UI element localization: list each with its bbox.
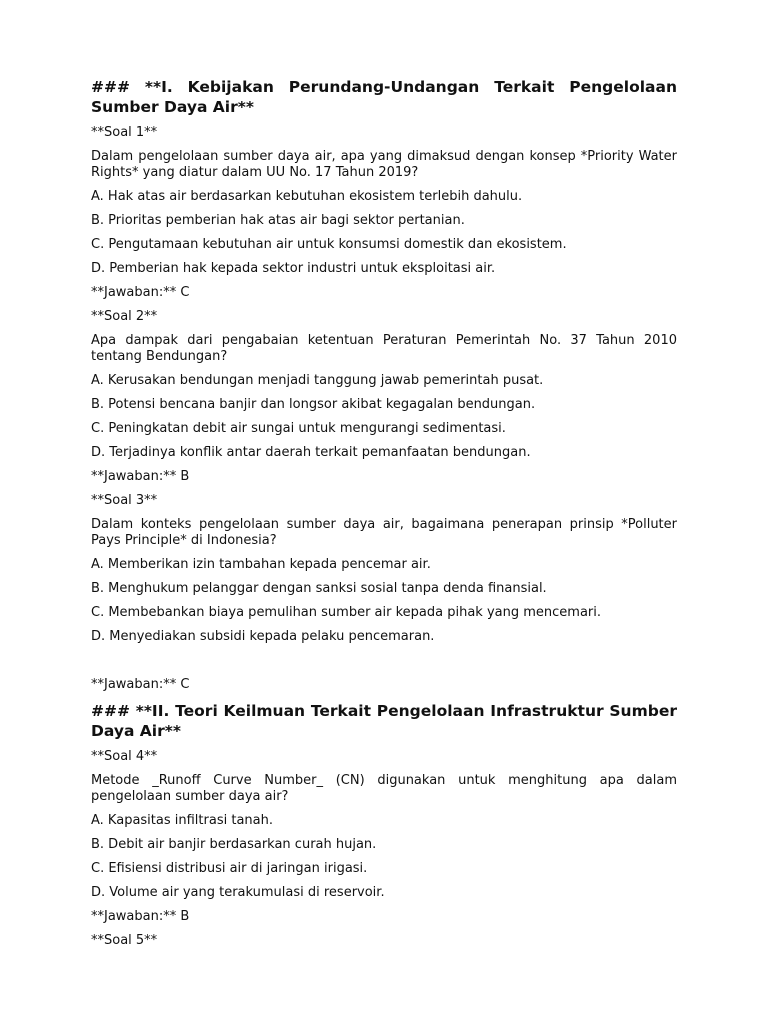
answer-option: B. Prioritas pemberian hak atas air bagi sektor pertanian. xyxy=(91,213,465,228)
blank-line xyxy=(91,653,677,677)
answer-option: A. Kapasitas infiltrasi tanah. xyxy=(91,813,273,828)
answer-option: D. Menyediakan subsidi kepada pelaku pencemaran. xyxy=(91,629,435,644)
answer-key: **Jawaban:** C xyxy=(91,285,190,300)
question-text: Metode _Runoff Curve Number_ (CN) digunakan untuk menghitung apa dalam pengelolaan sumber daya air? xyxy=(91,773,677,804)
answer-option: C. Efisiensi distribusi air di jaringan irigasi. xyxy=(91,861,368,876)
section-heading: ### **II. Teori Keilmuan Terkait Pengelolaan Infrastruktur Sumber Daya Air** xyxy=(91,702,677,740)
question-label: **Soal 2** xyxy=(91,309,158,324)
answer-option: B. Menghukum pelanggar dengan sanksi sosial tanpa denda finansial. xyxy=(91,581,547,596)
answer-option: D. Terjadinya konflik antar daerah terkait pemanfaatan bendungan. xyxy=(91,445,531,460)
section-heading: ### **I. Kebijakan Perundang-Undangan Terkait Pengelolaan Sumber Daya Air** xyxy=(91,78,677,116)
question-text: Dalam konteks pengelolaan sumber daya air, bagaimana penerapan prinsip *Polluter Pays Principle* di Indonesia? xyxy=(91,517,677,548)
question-label: **Soal 4** xyxy=(91,749,158,764)
answer-key: **Jawaban:** C xyxy=(91,677,190,692)
answer-option: B. Potensi bencana banjir dan longsor akibat kegagalan bendungan. xyxy=(91,397,536,412)
answer-option: C. Peningkatan debit air sungai untuk mengurangi sedimentasi. xyxy=(91,421,506,436)
answer-option: C. Pengutamaan kebutuhan air untuk konsumsi domestik dan ekosistem. xyxy=(91,237,567,252)
answer-key: **Jawaban:** B xyxy=(91,469,190,484)
answer-key: **Jawaban:** B xyxy=(91,909,190,924)
answer-option: D. Volume air yang terakumulasi di reservoir. xyxy=(91,885,385,900)
answer-option: A. Memberikan izin tambahan kepada pencemar air. xyxy=(91,557,431,572)
answer-option: C. Membebankan biaya pemulihan sumber air kepada pihak yang mencemari. xyxy=(91,605,602,620)
question-label: **Soal 3** xyxy=(91,493,158,508)
question-text: Apa dampak dari pengabaian ketentuan Peraturan Pemerintah No. 37 Tahun 2010 tentang Bendungan? xyxy=(91,333,677,364)
answer-option: D. Pemberian hak kepada sektor industri untuk eksploitasi air. xyxy=(91,261,496,276)
answer-option: A. Hak atas air berdasarkan kebutuhan ekosistem terlebih dahulu. xyxy=(91,189,523,204)
answer-option: B. Debit air banjir berdasarkan curah hujan. xyxy=(91,837,377,852)
answer-option: A. Kerusakan bendungan menjadi tanggung jawab pemerintah pusat. xyxy=(91,373,544,388)
question-text: Dalam pengelolaan sumber daya air, apa yang dimaksud dengan konsep *Priority Water Rights* yang diatur dalam UU No. 17 Tahun 2019? xyxy=(91,149,677,180)
document-page xyxy=(91,77,677,957)
question-label: **Soal 5** xyxy=(91,933,158,948)
question-label: **Soal 1** xyxy=(91,125,158,140)
